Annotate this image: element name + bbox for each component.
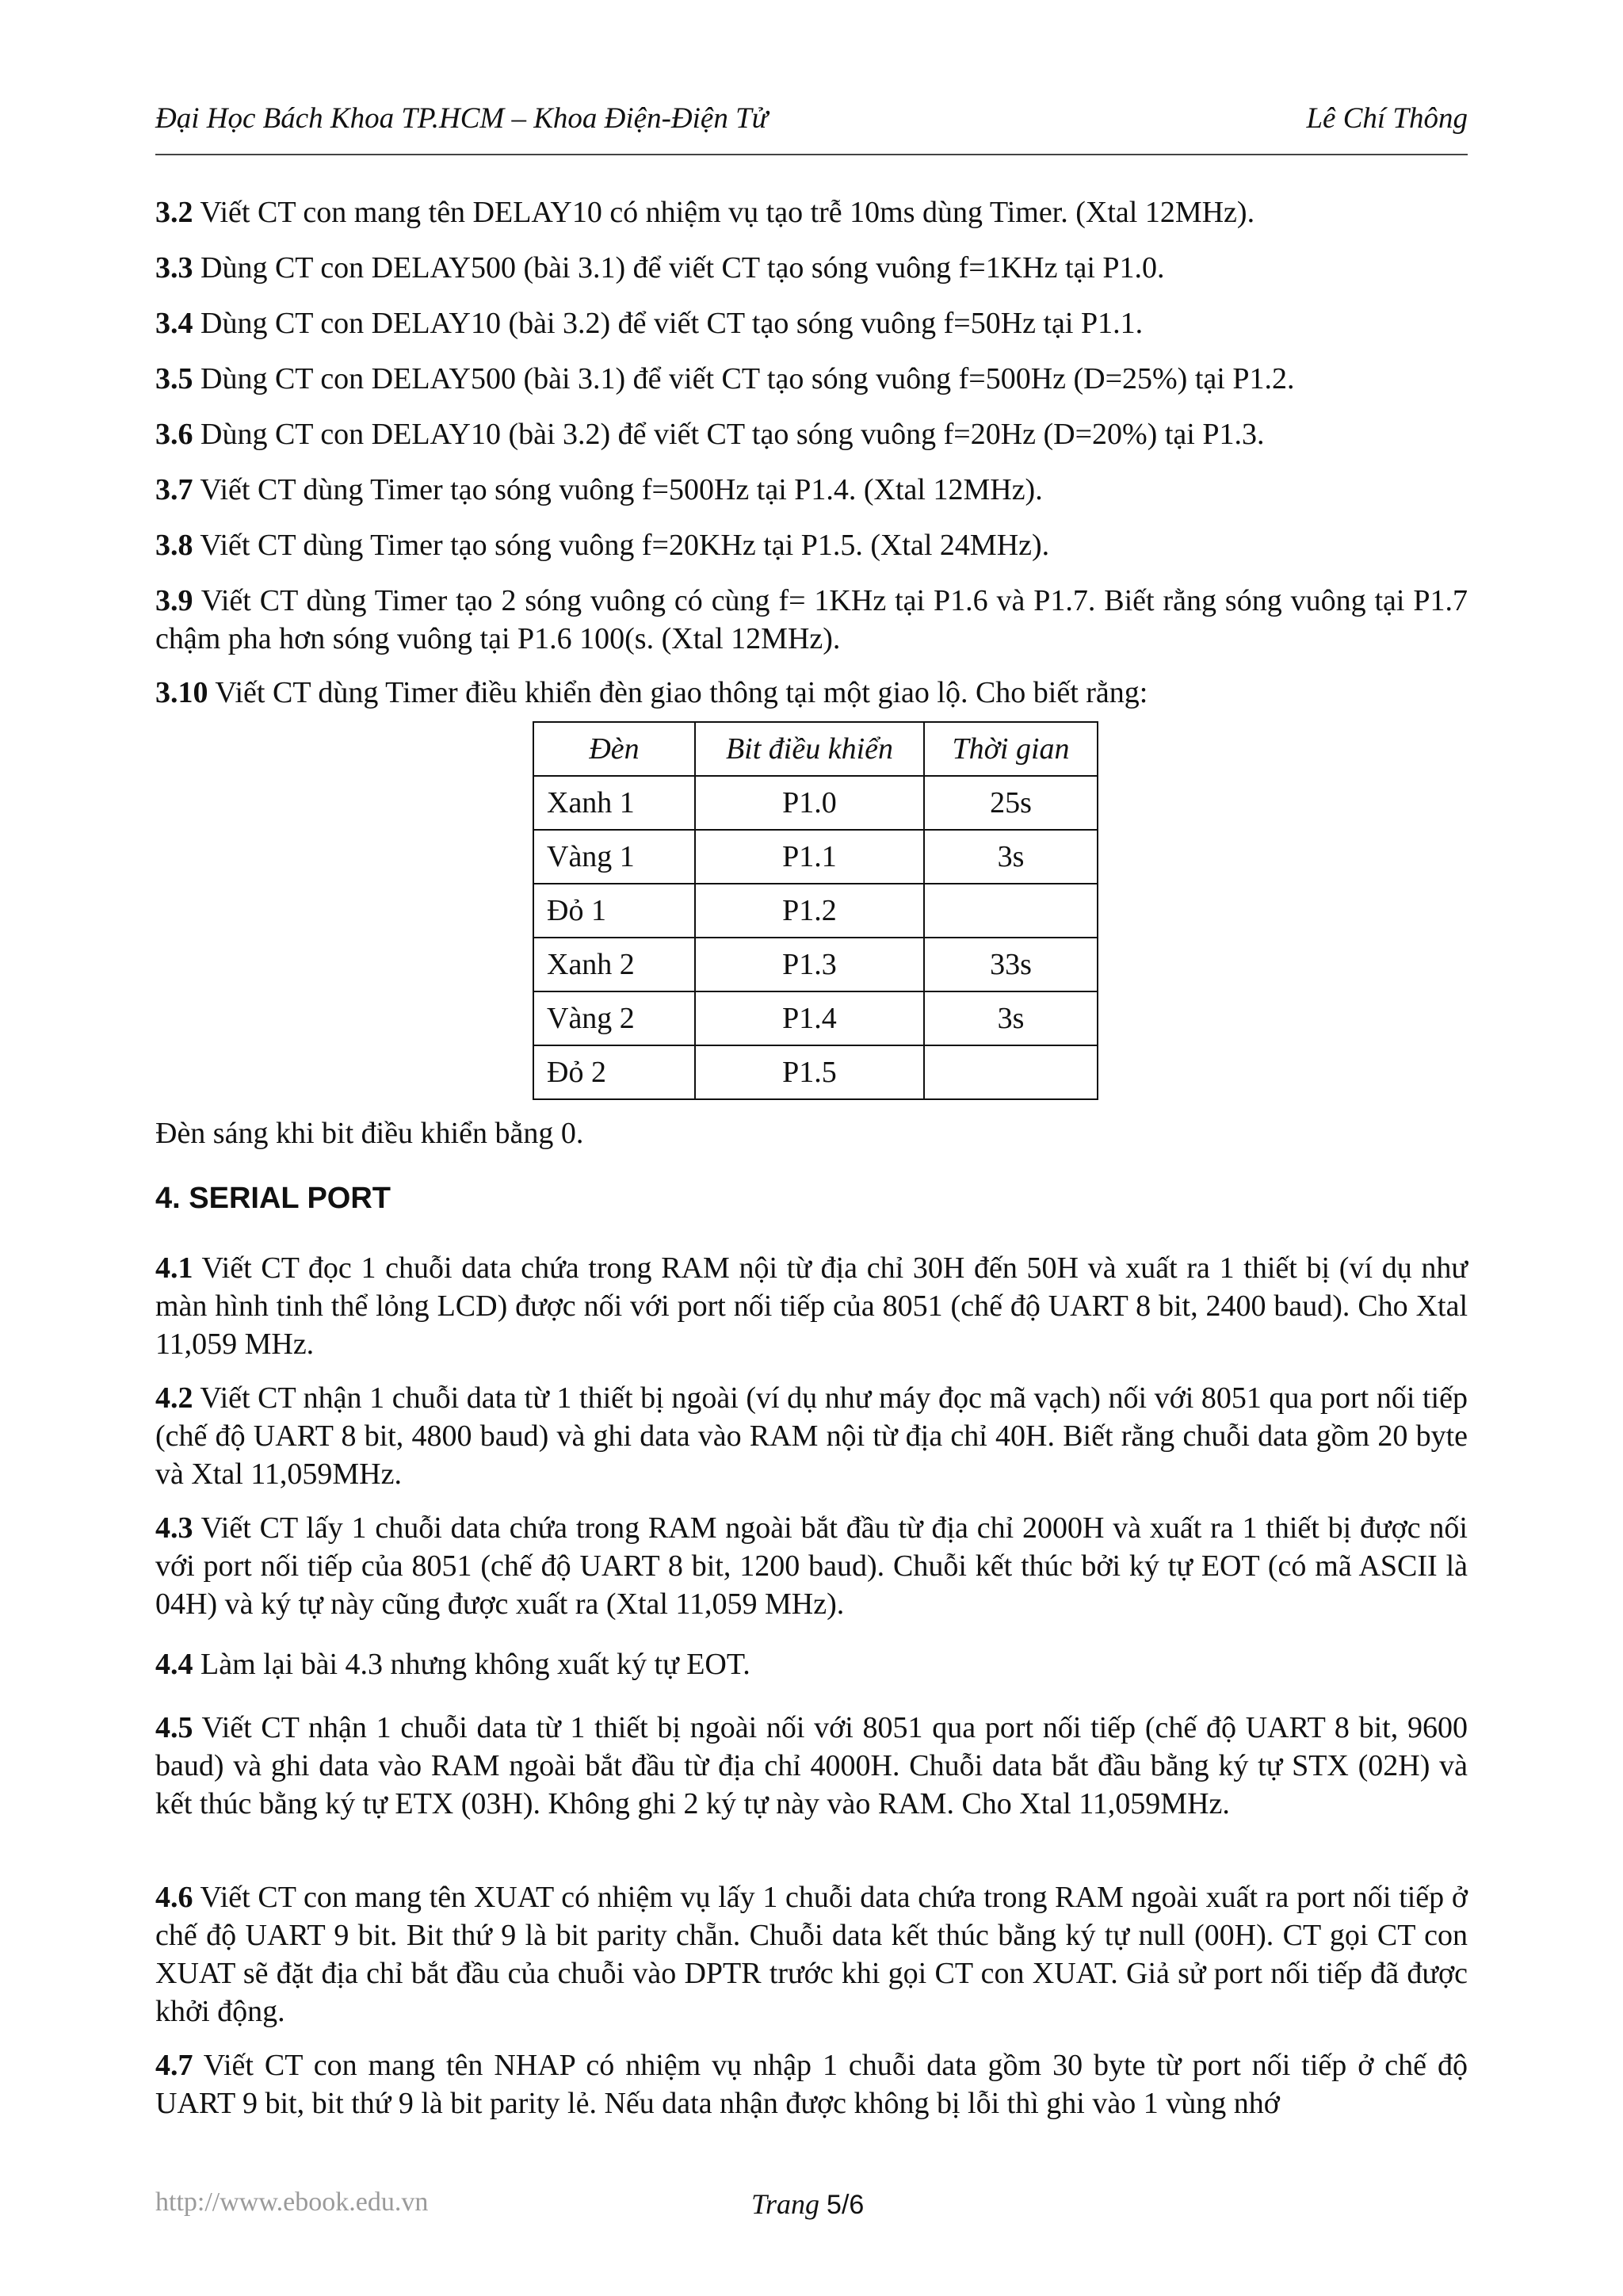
exercise-number: 4.7: [155, 2049, 193, 2082]
page-label: Trang: [751, 2188, 820, 2220]
exercise-text: Làm lại bài 4.3 nhưng không xuất ký tự EOT.: [200, 1648, 750, 1681]
table-cell: Vàng 1: [533, 830, 695, 884]
exercise-3-4: [155, 304, 1468, 342]
table-cell: P1.3: [695, 938, 924, 991]
table-row: [533, 938, 1098, 991]
exercise-text: Viết CT con mang tên NHAP có nhiệm vụ nhập 1 chuỗi data gồm 30 byte từ port nối tiếp ở chế độ UART 9 bit, bit thứ 9 là bit parity lẻ. Nếu data nhận được không bị lỗi thì ghi vào 1 vùng nhớ: [155, 2049, 1468, 2120]
exercise-3-5: [155, 360, 1468, 398]
exercise-3-2: [155, 193, 1468, 231]
traffic-light-table: [533, 721, 1098, 1100]
table-cell: Đỏ 2: [533, 1045, 695, 1099]
exercise-number: 3.2: [155, 196, 193, 229]
exercise-4-7: [155, 2046, 1468, 2122]
exercise-number: 4.1: [155, 1251, 193, 1285]
exercise-text: Viết CT dùng Timer tạo sóng vuông f=500Hz tại P1.4. (Xtal 12MHz).: [200, 473, 1043, 506]
table-cell: Xanh 1: [533, 776, 695, 830]
table-header-row: [533, 722, 1098, 776]
table-row: [533, 991, 1098, 1045]
exercise-text: Dùng CT con DELAY10 (bài 3.2) để viết CT tạo sóng vuông f=50Hz tại P1.1.: [200, 307, 1144, 340]
exercise-3-3: [155, 249, 1468, 287]
table-row: [533, 830, 1098, 884]
table-row: [533, 884, 1098, 938]
exercise-text: Dùng CT con DELAY500 (bài 3.1) để viết CT tạo sóng vuông f=500Hz (D=25%) tại P1.2.: [200, 362, 1295, 395]
exercise-number: 3.4: [155, 307, 193, 340]
table-header-cell: Thời gian: [924, 722, 1098, 776]
exercise-number: 4.2: [155, 1381, 193, 1415]
exercise-4-5: [155, 1709, 1468, 1823]
exercise-text: Viết CT con mang tên DELAY10 có nhiệm vụ tạo trễ 10ms dùng Timer. (Xtal 12MHz).: [200, 196, 1255, 229]
table-cell: Vàng 2: [533, 991, 695, 1045]
table-cell: Xanh 2: [533, 938, 695, 991]
table-cell: P1.4: [695, 991, 924, 1045]
exercise-4-2: [155, 1379, 1468, 1493]
exercise-3-7: [155, 471, 1468, 509]
table-header-cell: Đèn: [533, 722, 695, 776]
exercise-text: Viết CT nhận 1 chuỗi data từ 1 thiết bị ngoài (ví dụ như máy đọc mã vạch) nối với 8051 qua port nối tiếp (chế độ UART 8 bit, 4800 baud) và ghi data vào RAM nội từ địa chỉ 40H. Biết rằng chuỗi data gồm 20 byte và Xtal 11,059MHz.: [155, 1381, 1468, 1491]
exercise-number: 3.9: [155, 584, 193, 617]
exercise-4-4: [155, 1645, 1468, 1683]
table-row: [533, 776, 1098, 830]
exercise-4-3: [155, 1509, 1468, 1623]
table-row: [533, 1045, 1098, 1099]
exercise-text: Viết CT nhận 1 chuỗi data từ 1 thiết bị ngoài nối với 8051 qua port nối tiếp (chế độ UART 8 bit, 9600 baud) và ghi data vào RAM ngoài bắt đầu từ địa chỉ 4000H. Chuỗi data bắt đầu bằng ký tự STX (02H) và kết thúc bằng ký tự ETX (03H). Không ghi 2 ký tự này vào RAM. Cho Xtal 11,059MHz.: [155, 1711, 1468, 1820]
header-divider: [155, 154, 1468, 155]
header-institution: Đại Học Bách Khoa TP.HCM – Khoa Điện-Điện Tử: [155, 102, 768, 135]
exercise-number: 3.5: [155, 362, 193, 395]
exercise-number: 3.3: [155, 251, 193, 285]
table-cell: 25s: [924, 776, 1098, 830]
table-cell: 3s: [924, 991, 1098, 1045]
exercise-text: Viết CT đọc 1 chuỗi data chứa trong RAM nội từ địa chỉ 30H đến 50H và xuất ra 1 thiết bị (ví dụ như màn hình tinh thể lỏng LCD) được nối với port nối tiếp của 8051 (chế độ UART 8 bit, 2400 baud). Cho Xtal 11,059 MHz.: [155, 1251, 1468, 1361]
table-cell: P1.5: [695, 1045, 924, 1099]
exercise-text: Viết CT dùng Timer tạo sóng vuông f=20KHz tại P1.5. (Xtal 24MHz).: [200, 529, 1050, 562]
exercise-text: Dùng CT con DELAY10 (bài 3.2) để viết CT tạo sóng vuông f=20Hz (D=20%) tại P1.3.: [200, 418, 1265, 451]
exercise-number: 3.7: [155, 473, 193, 506]
table-cell: 33s: [924, 938, 1098, 991]
exercise-number: 3.10: [155, 676, 208, 709]
exercise-number: 4.3: [155, 1511, 193, 1545]
footer-url[interactable]: http://www.ebook.edu.vn: [155, 2187, 429, 2217]
page-header: [155, 101, 1468, 136]
table-cell: [924, 1045, 1098, 1099]
page-number: [751, 2187, 864, 2221]
table-cell: 3s: [924, 830, 1098, 884]
exercise-text: Dùng CT con DELAY500 (bài 3.1) để viết CT tạo sóng vuông f=1KHz tại P1.0.: [200, 251, 1165, 285]
exercise-number: 3.8: [155, 529, 193, 562]
exercise-4-6: [155, 1878, 1468, 2030]
page-footer: [155, 2187, 1468, 2222]
exercise-3-6: [155, 415, 1468, 453]
exercise-text: Viết CT dùng Timer điều khiển đèn giao thông tại một giao lộ. Cho biết rằng:: [215, 676, 1148, 709]
exercise-text: Viết CT lấy 1 chuỗi data chứa trong RAM ngoài bắt đầu từ địa chỉ 2000H và xuất ra 1 thiết bị được nối với port nối tiếp của 8051 (chế độ UART 8 bit, 1200 baud). Chuỗi kết thúc bởi ký tự EOT (có mã ASCII là 04H) và ký tự này cũng được xuất ra (Xtal 11,059 MHz).: [155, 1511, 1468, 1621]
exercise-number: 4.5: [155, 1711, 193, 1744]
exercise-3-10: [155, 674, 1468, 712]
table-cell: P1.0: [695, 776, 924, 830]
header-author: Lê Chí Thông: [1306, 102, 1468, 135]
exercise-text: Viết CT con mang tên XUAT có nhiệm vụ lấy 1 chuỗi data chứa trong RAM ngoài xuất ra port nối tiếp ở chế độ UART 9 bit. Bit thứ 9 là bit parity chẵn. Chuỗi data kết thúc bằng ký tự null (00H). CT gọi CT con XUAT sẽ đặt địa chỉ bắt đầu của chuỗi vào DPTR trước khi gọi CT con XUAT. Giả sử port nối tiếp đã được khởi động.: [155, 1881, 1468, 2028]
exercise-number: 4.4: [155, 1648, 193, 1681]
table-header-cell: Bit điều khiển: [695, 722, 924, 776]
section-heading: 4. SERIAL PORT: [155, 1182, 391, 1215]
exercise-text: Viết CT dùng Timer tạo 2 sóng vuông có cùng f= 1KHz tại P1.6 và P1.7. Biết rằng sóng vuông tại P1.7 chậm pha hơn sóng vuông tại P1.6 100(s. (Xtal 12MHz).: [155, 584, 1468, 655]
table-cell: Đỏ 1: [533, 884, 695, 938]
exercise-number: 4.6: [155, 1881, 193, 1914]
page-count: 5/6: [827, 2190, 865, 2220]
exercise-4-1: [155, 1249, 1468, 1363]
table-note: Đèn sáng khi bit điều khiển bằng 0.: [155, 1117, 584, 1150]
table-cell: [924, 884, 1098, 938]
table-cell: P1.2: [695, 884, 924, 938]
table-cell: P1.1: [695, 830, 924, 884]
exercise-3-8: [155, 526, 1468, 564]
exercise-number: 3.6: [155, 418, 193, 451]
exercise-3-9: [155, 582, 1468, 658]
